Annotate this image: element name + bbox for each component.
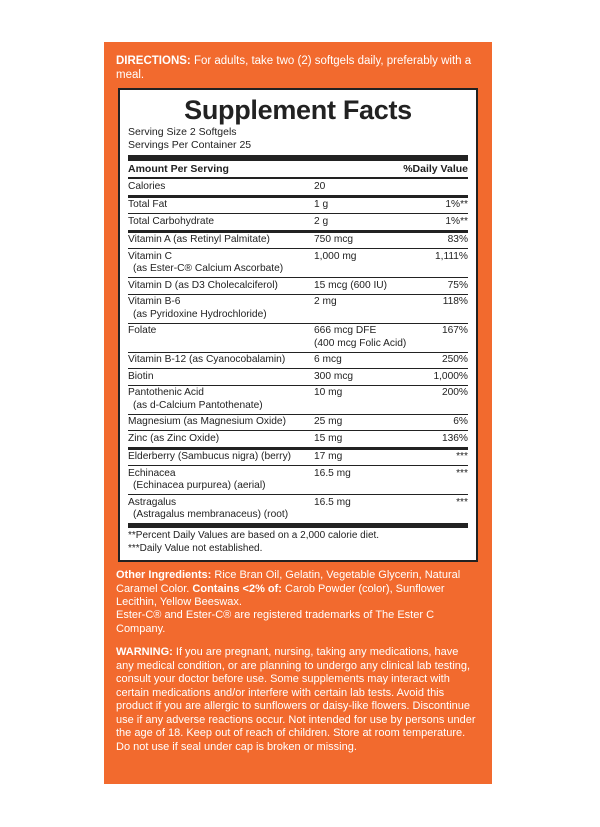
warning-text bbox=[116, 646, 478, 754]
nutrient-daily-value: 200% bbox=[441, 387, 468, 398]
nutrient-name-text: Vitamin B-6 bbox=[128, 296, 181, 307]
nutrient-row bbox=[128, 179, 468, 198]
nutrient-name-text: Echinacea bbox=[128, 467, 176, 479]
nutrient-name bbox=[128, 433, 314, 446]
daily-value-label: %Daily Value bbox=[403, 163, 468, 175]
nutrient-name-text: Zinc (as Zinc Oxide) bbox=[128, 432, 220, 444]
nutrient-name bbox=[128, 468, 314, 493]
nutrient-source: (as Ester-C® Calcium Ascorbate) bbox=[133, 263, 284, 274]
nutrient-name-text: Vitamin B-12 (as Cyanocobalamin) bbox=[128, 354, 286, 365]
facts-header bbox=[128, 161, 468, 179]
nutrient-daily-value: 1%** bbox=[445, 215, 468, 227]
nutrient-row bbox=[128, 495, 468, 524]
nutrient-amount bbox=[314, 387, 426, 412]
nutrient-amount-text: 750 mcg bbox=[314, 234, 354, 245]
nutrient-daily-value: *** bbox=[456, 467, 468, 479]
nutrient-name-text: Calories bbox=[128, 180, 166, 192]
nutrient-amount bbox=[314, 451, 426, 464]
facts-title: Supplement Facts bbox=[184, 95, 412, 125]
trademark-note: Ester-C® and Ester-C® are registered trademarks of The Ester C Company. bbox=[116, 609, 435, 635]
nutrient-row bbox=[128, 353, 468, 370]
nutrient-amount bbox=[314, 251, 426, 276]
nutrient-name-text: Magnesium (as Magnesium Oxide) bbox=[128, 416, 286, 427]
label-panel bbox=[104, 42, 492, 784]
nutrient-daily-value: 1%** bbox=[445, 199, 468, 210]
ingredients-text2: Carob Powder (color), Sunflower Lecithin, Yellow Beeswax. bbox=[116, 582, 445, 608]
nutrient-amount-text: 16.5 mg bbox=[314, 496, 351, 508]
nutrient-source: (Echinacea purpurea) (aerial) bbox=[133, 480, 266, 491]
nutrient-amount bbox=[314, 433, 426, 446]
nutrient-daily-value: *** bbox=[456, 496, 468, 508]
nutrient-name-text: Vitamin C bbox=[128, 250, 172, 262]
directions-label: DIRECTIONS: bbox=[116, 55, 191, 67]
nutrient-amount-text: 10 mg bbox=[314, 387, 343, 398]
nutrient-name bbox=[128, 234, 314, 247]
nutrient-daily-value: 6% bbox=[453, 416, 468, 427]
nutrient-amount-text: 16.5 mg bbox=[314, 467, 351, 479]
nutrient-amount bbox=[314, 296, 426, 321]
nutrient-row bbox=[128, 431, 468, 450]
nutrient-row bbox=[128, 249, 468, 278]
nutrient-daily-value bbox=[426, 181, 468, 194]
nutrient-amount bbox=[314, 234, 426, 247]
nutrient-amount-text: 1,000 mg bbox=[314, 250, 357, 262]
nutrient-daily-value: *** bbox=[456, 451, 468, 462]
nutrient-amount bbox=[314, 181, 426, 194]
amount-per-serving-label: Amount Per Serving bbox=[128, 163, 229, 175]
nutrient-amount bbox=[314, 371, 426, 384]
nutrient-daily-value: 83% bbox=[447, 234, 468, 245]
nutrient-name bbox=[128, 416, 314, 429]
nutrient-amount-text: 666 mcg DFE bbox=[314, 325, 377, 336]
nutrient-amount-text: 1 g bbox=[314, 199, 329, 210]
other-ingredients bbox=[116, 569, 478, 610]
nutrient-name bbox=[128, 451, 314, 464]
nutrient-amount bbox=[314, 199, 426, 212]
nutrient-amount bbox=[314, 216, 426, 229]
nutrient-amount bbox=[314, 354, 426, 367]
nutrient-row bbox=[128, 466, 468, 495]
supplement-facts-box bbox=[118, 88, 478, 562]
nutrient-amount bbox=[314, 416, 426, 429]
nutrient-name-text: Vitamin A (as Retinyl Palmitate) bbox=[128, 234, 270, 245]
nutrient-amount bbox=[314, 325, 426, 350]
nutrient-amount-text: 6 mcg bbox=[314, 354, 342, 365]
nutrient-daily-value: 167% bbox=[441, 325, 468, 336]
nutrient-name-text: Total Carbohydrate bbox=[128, 215, 215, 227]
facts-rows bbox=[128, 179, 468, 524]
nutrient-name bbox=[128, 497, 314, 522]
nutrient-amount-note: (400 mcg Folic Acid) bbox=[314, 337, 407, 349]
nutrient-daily-value: 1,111% bbox=[434, 250, 468, 262]
nutrient-name bbox=[128, 216, 314, 229]
footnote-daily-value: **Percent Daily Values are based on a 2,000 calorie diet. bbox=[128, 530, 380, 541]
nutrient-row bbox=[128, 278, 468, 295]
nutrient-name-text: Biotin bbox=[128, 370, 154, 382]
warning-label: WARNING: bbox=[116, 646, 173, 658]
contains-label: Contains <2% of: bbox=[192, 582, 282, 595]
nutrient-name-text: Astragalus bbox=[128, 496, 177, 508]
nutrient-row bbox=[128, 295, 468, 324]
warning-body: If you are pregnant, nursing, taking any medications, have any medical condition, or are planning to undergo any clinical lab testing, consult your doctor before use. Some supplements may interact with certain medications and/or interfere with certain lab tests. Avoid this product if you are allergic to sunflowers or daisy-like flowers. Discontinue use if any adverse reactions occur. Not intended for use by persons under the age of 18. Keep out of reach of children. Store at room temperature. Do not use if seal under cap is broken or missing. bbox=[116, 646, 476, 753]
nutrient-name bbox=[128, 181, 314, 194]
servings-per-container: Servings Per Container 25 bbox=[128, 139, 252, 151]
nutrient-row bbox=[128, 198, 468, 215]
nutrient-name bbox=[128, 296, 314, 321]
nutrient-amount-text: 20 bbox=[314, 180, 326, 192]
ingredients-label: Other Ingredients: bbox=[116, 569, 212, 581]
nutrient-amount-text: 15 mcg (600 IU) bbox=[314, 279, 388, 291]
nutrient-daily-value: 118% bbox=[442, 296, 468, 307]
nutrient-name bbox=[128, 251, 314, 276]
nutrient-row bbox=[128, 415, 468, 432]
nutrient-daily-value: 75% bbox=[447, 279, 468, 291]
nutrient-name bbox=[128, 280, 314, 293]
footnote-not-established: ***Daily Value not established. bbox=[128, 542, 263, 554]
nutrient-name-text: Total Fat bbox=[128, 199, 168, 210]
nutrient-amount-text: 17 mg bbox=[314, 451, 343, 462]
nutrient-amount-text: 2 g bbox=[314, 215, 329, 227]
nutrient-amount bbox=[314, 280, 426, 293]
nutrient-name bbox=[128, 387, 314, 412]
nutrient-name bbox=[128, 354, 314, 367]
nutrient-source: (as Pyridoxine Hydrochloride) bbox=[133, 308, 267, 320]
nutrient-amount bbox=[314, 468, 426, 493]
directions-body: For adults, take two (2) softgels daily, preferably with a meal. bbox=[116, 55, 472, 81]
nutrient-name-text: Folate bbox=[128, 325, 157, 336]
nutrient-daily-value: 1,000% bbox=[433, 370, 468, 382]
serving-size: Serving Size 2 Softgels bbox=[128, 126, 237, 138]
nutrient-row bbox=[128, 214, 468, 233]
nutrient-source: (Astragalus membranaceus) (root) bbox=[133, 509, 289, 520]
nutrient-name bbox=[128, 371, 314, 384]
nutrient-row bbox=[128, 369, 468, 386]
ingredients-text1: Rice Bran Oil, Gelatin, Vegetable Glycerin, Natural Caramel Color. bbox=[116, 569, 461, 595]
nutrient-row bbox=[128, 386, 468, 415]
directions-text bbox=[116, 54, 478, 82]
nutrient-daily-value: 250% bbox=[441, 354, 468, 365]
nutrient-source: (as d-Calcium Pantothenate) bbox=[133, 399, 263, 411]
nutrient-name-text: Pantothenic Acid bbox=[128, 387, 204, 398]
nutrient-amount-text: 25 mg bbox=[314, 416, 343, 427]
nutrient-amount-text: 300 mcg bbox=[314, 370, 354, 382]
nutrient-row bbox=[128, 324, 468, 353]
facts-footnotes bbox=[128, 524, 468, 555]
nutrient-name bbox=[128, 325, 314, 350]
nutrient-row bbox=[128, 233, 468, 250]
nutrient-name bbox=[128, 199, 314, 212]
nutrient-amount bbox=[314, 497, 426, 522]
nutrient-name-text: Vitamin D (as D3 Cholecalciferol) bbox=[128, 279, 278, 291]
nutrient-amount-text: 15 mg bbox=[314, 432, 343, 444]
nutrient-daily-value: 136% bbox=[441, 432, 468, 444]
nutrient-amount-text: 2 mg bbox=[314, 296, 337, 307]
nutrient-row bbox=[128, 450, 468, 467]
nutrient-name-text: Elderberry (Sambucus nigra) (berry) bbox=[128, 451, 292, 462]
